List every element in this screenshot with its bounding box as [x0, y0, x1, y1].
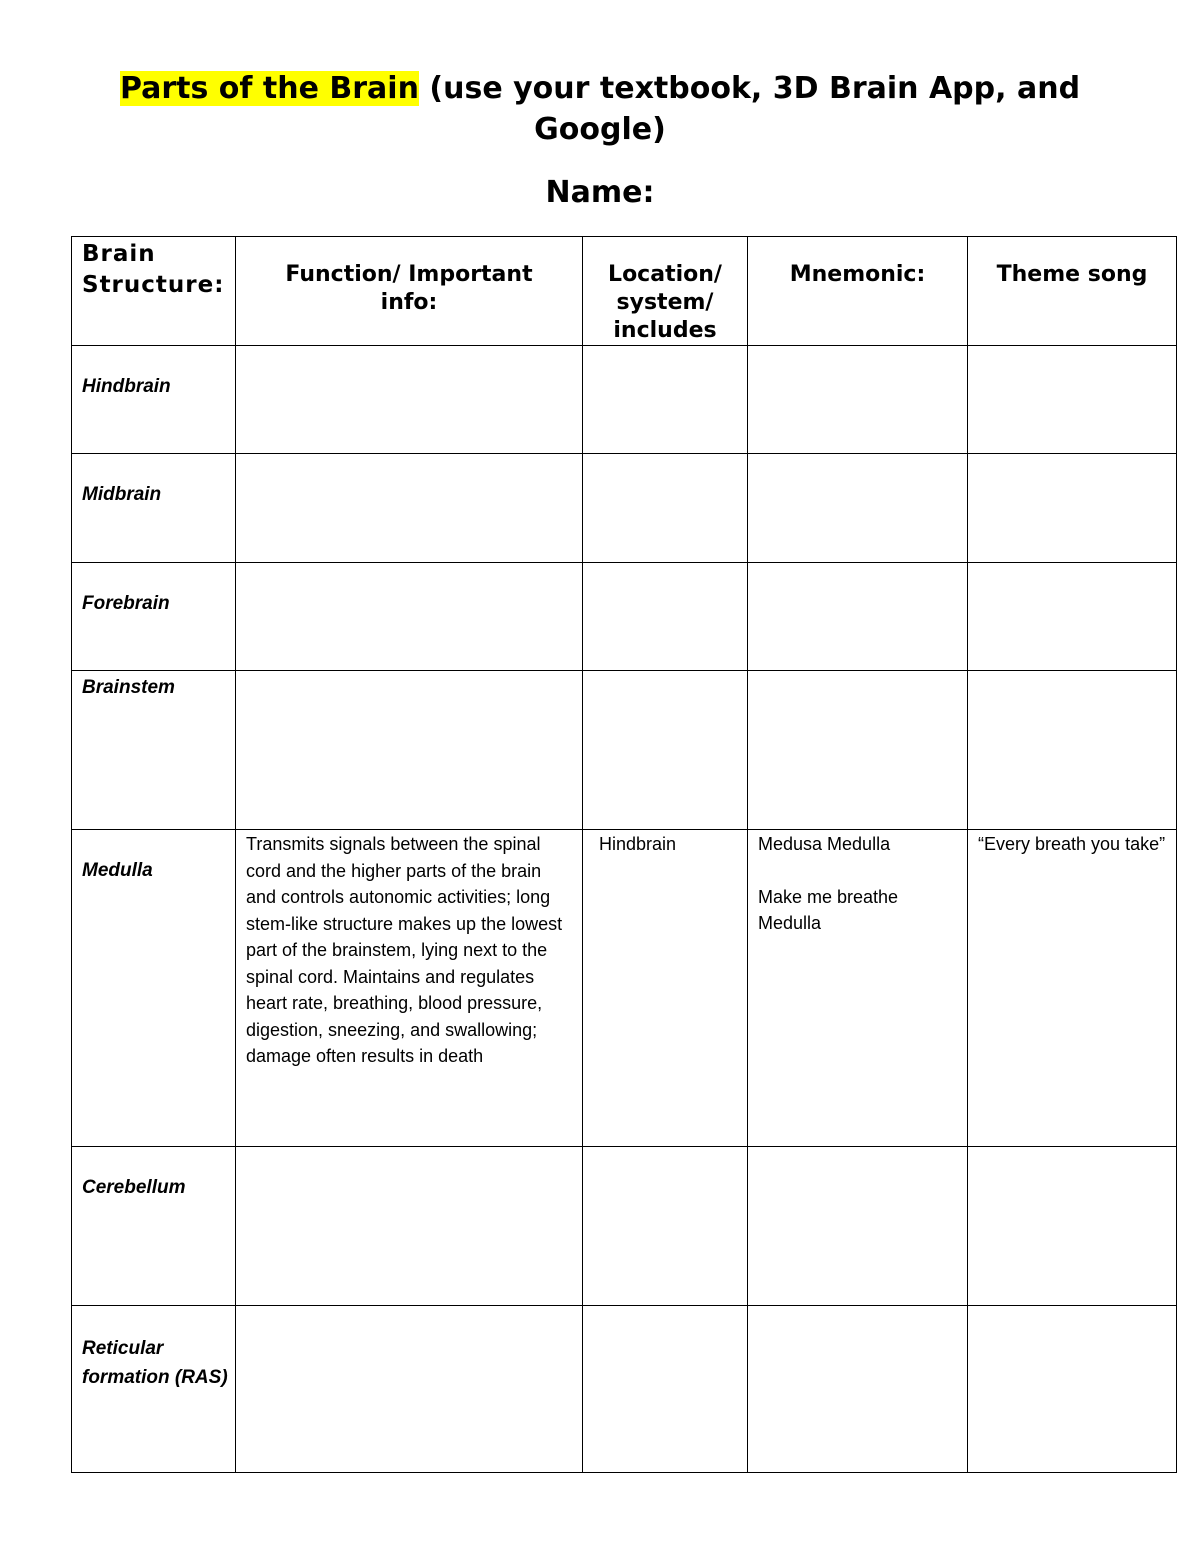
function-cell[interactable]	[236, 1147, 583, 1306]
theme-song-cell[interactable]	[968, 1306, 1177, 1473]
function-cell[interactable]	[236, 454, 583, 563]
theme-song-cell[interactable]	[968, 671, 1177, 830]
table-row	[72, 830, 1177, 1147]
function-cell[interactable]	[236, 346, 583, 454]
title-line-2: Google)	[534, 112, 666, 147]
theme-song-cell[interactable]	[968, 1147, 1177, 1306]
mnemonic-cell[interactable]	[748, 1306, 968, 1473]
header-function: Function/ Important info:	[236, 237, 583, 346]
mnemonic-cell[interactable]	[748, 671, 968, 830]
table-row	[72, 454, 1177, 563]
header-theme-song: Theme song	[968, 237, 1177, 346]
header-mnemonic: Mnemonic:	[748, 237, 968, 346]
medulla-mnemonic-1: Medusa Medulla	[758, 834, 891, 854]
function-cell[interactable]	[236, 563, 583, 671]
table-row	[72, 346, 1177, 454]
location-cell[interactable]	[583, 1306, 748, 1473]
table-header-row	[72, 237, 1177, 346]
medulla-mnemonic-2: Make me breathe Medulla	[758, 886, 899, 933]
theme-song-cell[interactable]	[968, 346, 1177, 454]
table-row	[72, 1306, 1177, 1473]
function-cell[interactable]	[236, 1306, 583, 1473]
header-location: Location/ system/ includes	[583, 237, 748, 346]
theme-song-cell[interactable]	[968, 454, 1177, 563]
table-row	[72, 1147, 1177, 1306]
medulla-location-text: Hindbrain	[599, 834, 677, 854]
table-row	[72, 671, 1177, 830]
mnemonic-cell[interactable]	[748, 830, 968, 1147]
mnemonic-cell[interactable]	[748, 346, 968, 454]
header-brain-structure: Brain Structure:	[72, 237, 236, 346]
row-label-medulla: Medulla	[72, 830, 236, 1147]
location-cell[interactable]	[583, 454, 748, 563]
function-cell[interactable]	[236, 671, 583, 830]
medulla-theme-song: “Every breath you take”	[978, 834, 1166, 854]
row-label-cerebellum: Cerebellum	[72, 1147, 236, 1306]
title-rest-text: (use your textbook, 3D Brain App, and	[418, 71, 1081, 106]
mnemonic-cell[interactable]	[748, 454, 968, 563]
title-highlighted-text: Parts of the Brain	[119, 71, 419, 106]
document-title	[0, 68, 1200, 150]
row-label-reticular-formation: Reticular formation (RAS)	[72, 1306, 236, 1473]
mnemonic-cell[interactable]	[748, 1147, 968, 1306]
row-label-forebrain: Forebrain	[72, 563, 236, 671]
location-cell[interactable]	[583, 346, 748, 454]
row-label-brainstem: Brainstem	[72, 671, 236, 830]
location-cell[interactable]	[583, 1147, 748, 1306]
theme-song-cell[interactable]	[968, 830, 1177, 1147]
function-cell[interactable]	[236, 830, 583, 1147]
brain-structures-table	[71, 236, 1177, 1473]
theme-song-cell[interactable]	[968, 563, 1177, 671]
name-label: Name:	[545, 175, 655, 210]
location-cell[interactable]	[583, 563, 748, 671]
row-label-midbrain: Midbrain	[72, 454, 236, 563]
mnemonic-cell[interactable]	[748, 563, 968, 671]
row-label-hindbrain: Hindbrain	[72, 346, 236, 454]
table-row	[72, 563, 1177, 671]
medulla-function-text: Transmits signals between the spinal cord and the higher parts of the brain and controls autonomic activities; long stem-like structure makes up the lowest part of the brainstem, lying next to the spinal cord. Maintains and regulates heart rate, breathing, blood pressure, digestion, sneezing, and swallowing; damage often results in death	[246, 834, 563, 1066]
location-cell[interactable]	[583, 830, 748, 1147]
location-cell[interactable]	[583, 671, 748, 830]
